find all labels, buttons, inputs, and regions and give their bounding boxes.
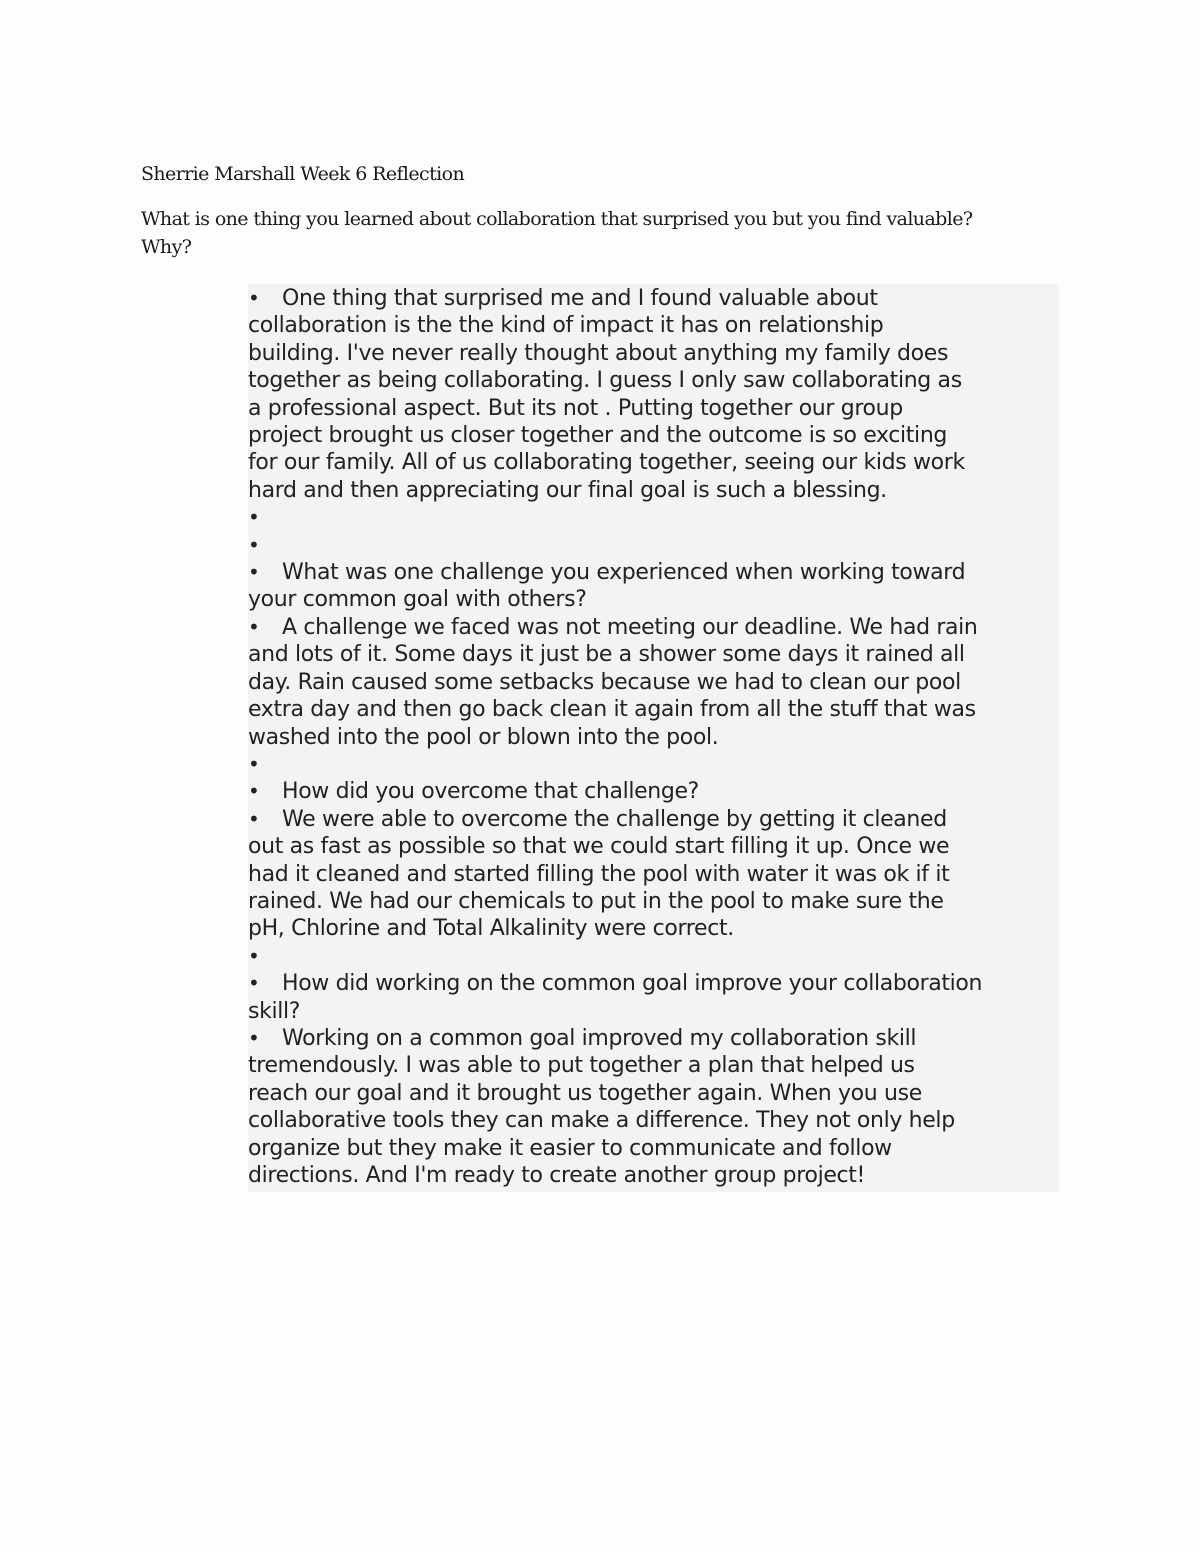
list-item-line <box>248 504 1059 531</box>
list-item-text: collaboration is the the kind of impact it has on relationship <box>248 313 884 339</box>
list-item-line <box>248 1135 1059 1162</box>
list-item-text: One thing that surprised me and I found valuable about <box>282 286 878 311</box>
list-item-text: project brought us closer together and the outcome is so exciting <box>248 423 948 449</box>
list-item-line <box>248 532 1059 559</box>
list-item-line <box>248 395 1059 422</box>
list-item-line <box>248 449 1059 476</box>
list-item-text: your common goal with others? <box>248 587 587 613</box>
list-item-text: building. I've never really thought about anything my family does <box>248 340 949 366</box>
list-item-text: Working on a common goal improved my collaboration skill <box>282 1025 917 1051</box>
list-item-text: A challenge we faced was not meeting our deadline. We had rain <box>282 614 978 640</box>
list-item-text: together as being collaborating. I guess I only saw collaborating as <box>248 368 962 394</box>
list-item-text: pH, Chlorine and Total Alkalinity were correct. <box>248 916 734 942</box>
bullet-icon: • <box>248 806 260 831</box>
list-item-line <box>248 915 1059 942</box>
list-item-line <box>248 888 1059 915</box>
list-item-line <box>248 778 1059 805</box>
list-item <box>248 532 1059 559</box>
bullet-icon: • <box>248 505 260 530</box>
list-item <box>248 504 1059 531</box>
bullet-icon: • <box>248 614 260 639</box>
list-item-text: rained. We had our chemicals to put in the pool to make sure the <box>248 888 944 914</box>
list-item-text: out as fast as possible so that we could start filling it up. Once we <box>248 834 950 860</box>
list-item-line <box>248 998 1059 1025</box>
list-item-line <box>248 641 1059 668</box>
list-item-text: and lots of it. Some days it just be a shower some days it rained all <box>248 642 965 668</box>
list-item-line <box>248 340 1059 367</box>
list-item-line <box>248 1162 1059 1189</box>
document-title: Sherrie Marshall Week 6 Reflection <box>141 163 465 185</box>
question-line: Why? <box>141 236 192 258</box>
list-item-line <box>248 285 1059 312</box>
list-item-text: We were able to overcome the challenge by getting it cleaned <box>282 806 947 832</box>
bullet-icon: • <box>248 943 260 968</box>
list-item-text: How did you overcome that challenge? <box>282 779 700 805</box>
list-item-text: organize but they make it easier to communicate and follow <box>248 1135 892 1161</box>
list-item-line <box>248 312 1059 339</box>
list-item-line <box>248 669 1059 696</box>
list-item-line <box>248 861 1059 888</box>
bullet-icon: • <box>248 971 260 996</box>
bullet-icon: • <box>248 779 260 804</box>
list-item-text: How did working on the common goal improve your collaboration <box>282 971 983 997</box>
list-item <box>248 614 1059 751</box>
list-item-text: collaborative tools they can make a difference. They not only help <box>248 1108 955 1134</box>
bullet-icon: • <box>248 1025 260 1050</box>
list-item-text: skill? <box>248 998 301 1024</box>
list-item-text: day. Rain caused some setbacks because we had to clean our pool <box>248 669 961 695</box>
list-item-text: extra day and then go back clean it again from all the stuff that was <box>248 697 976 723</box>
bullet-icon: • <box>248 532 260 557</box>
bullet-icon: • <box>248 286 260 310</box>
list-item-line <box>248 696 1059 723</box>
answer-bullet-list <box>248 285 1059 1189</box>
list-item-line <box>248 477 1059 504</box>
list-item <box>248 806 1059 943</box>
list-item-line <box>248 422 1059 449</box>
bullet-icon: • <box>248 751 260 776</box>
list-item-line <box>248 833 1059 860</box>
list-item-text: a professional aspect. But its not . Putting together our group <box>248 395 903 421</box>
list-item-text: washed into the pool or blown into the pool. <box>248 724 719 750</box>
reflection-question <box>141 205 1041 261</box>
list-item-text: directions. And I'm ready to create another group project! <box>248 1163 866 1188</box>
list-item-text: reach our goal and it brought us together again. When you use <box>248 1080 922 1106</box>
list-item-line <box>248 751 1059 778</box>
list-item-line <box>248 1052 1059 1079</box>
list-item-line <box>248 1080 1059 1107</box>
question-line: What is one thing you learned about collaboration that surprised you but you find valuable? <box>141 208 973 230</box>
list-item-text: for our family. All of us collaborating together, seeing our kids work <box>248 450 965 476</box>
list-item-line <box>248 1025 1059 1052</box>
list-item-line <box>248 970 1059 997</box>
list-item-line <box>248 559 1059 586</box>
list-item <box>248 559 1059 614</box>
list-item-text: hard and then appreciating our final goal is such a blessing. <box>248 477 887 503</box>
list-item-line <box>248 586 1059 613</box>
list-item-line <box>248 724 1059 751</box>
list-item-text: had it cleaned and started filling the pool with water it was ok if it <box>248 861 950 887</box>
list-item-line <box>248 943 1059 970</box>
list-item <box>248 778 1059 805</box>
list-item <box>248 970 1059 1025</box>
list-item-line <box>248 614 1059 641</box>
list-item-line <box>248 367 1059 394</box>
list-item-line <box>248 1107 1059 1134</box>
list-item <box>248 285 1059 504</box>
list-item <box>248 943 1059 970</box>
list-item-line <box>248 806 1059 833</box>
list-item-text: tremendously. I was able to put together a plan that helped us <box>248 1053 915 1079</box>
list-item <box>248 751 1059 778</box>
list-item <box>248 1025 1059 1189</box>
list-item-text: What was one challenge you experienced when working toward <box>282 560 966 586</box>
bullet-icon: • <box>248 560 260 585</box>
